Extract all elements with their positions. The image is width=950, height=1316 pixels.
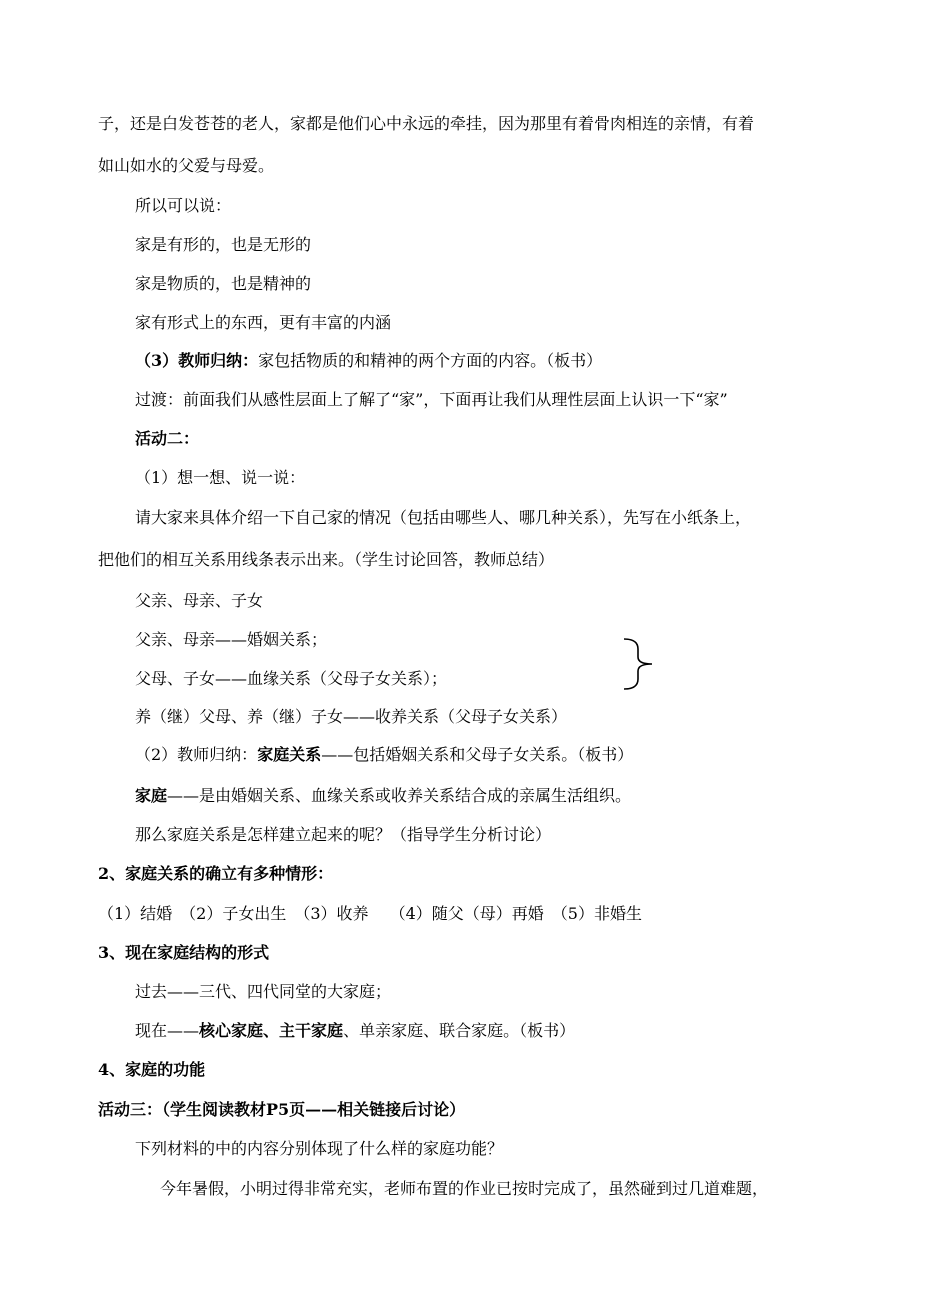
transition-line: 过渡：前面我们从感性层面上了解了“家”，下面再让我们从理性层面上认识一下“家” — [135, 390, 728, 409]
paragraph-line: 今年暑假，小明过得非常充实，老师布置的作业已按时完成了，虽然碰到过几道难题， — [160, 1179, 769, 1198]
term-family-relation: 家庭关系 — [257, 745, 322, 764]
term-stem-family: 主干家庭 — [279, 1021, 344, 1040]
bold-label: （3）教师归纳： — [135, 351, 259, 370]
rest-text: 、单亲家庭、联合家庭。（板书） — [343, 1021, 576, 1040]
paragraph-line: 家是有形的，也是无形的 — [135, 235, 312, 254]
definition-text: ——是由婚姻关系、血缘关系或收养关系结合成的亲属生活组织。 — [167, 786, 632, 805]
paragraph-line: 过去——三代、四代同堂的大家庭； — [135, 982, 392, 1001]
paragraph-line: （1）想一想、说一说： — [135, 468, 306, 487]
paragraph-line: 那么家庭关系是怎样建立起来的呢？（指导学生分析讨论） — [135, 825, 552, 844]
paragraph-line: 子，还是白发苍苍的老人，家都是他们心中永远的牵挂，因为那里有着骨肉相连的亲情，有着 — [98, 114, 755, 133]
prefix-text: 现在—— — [135, 1021, 200, 1040]
definition-family — [135, 784, 631, 808]
right-brace-icon — [618, 637, 658, 691]
paragraph-line: 把他们的相互关系用线条表示出来。（学生讨论回答，教师总结） — [98, 550, 555, 569]
relation-adoption: 养（继）父母、养（继）子女——收养关系（父母子女关系） — [135, 707, 568, 726]
paragraph-line: 家是物质的，也是精神的 — [135, 274, 312, 293]
summary-prefix: （2）教师归纳： — [135, 745, 258, 764]
paragraph-line: 下列材料的中的内容分别体现了什么样的家庭功能？ — [135, 1139, 504, 1158]
paragraph-line: 如山如水的父爱与母爱。 — [98, 156, 275, 175]
relation-marriage: 父亲、母亲——婚姻关系； — [135, 630, 328, 649]
paragraph-line: 所以可以说： — [135, 196, 232, 215]
paragraph-line: 请大家来具体介绍一下自己家的情况（包括由哪些人、哪几种关系），先写在小纸条上， — [135, 508, 752, 527]
section-heading-4: 4、家庭的功能 — [98, 1060, 206, 1079]
activity-two-heading: 活动二： — [135, 429, 200, 448]
paragraph-line: 家有形式上的东西，更有丰富的内涵 — [135, 313, 392, 332]
family-structure-now — [135, 1019, 575, 1043]
relation-blood: 父母、子女——血缘关系（父母子女关系）； — [135, 669, 448, 688]
teacher-summary-2 — [135, 743, 633, 767]
summary-text: 家包括物质的和精神的两个方面的内容。（板书） — [258, 351, 603, 370]
summary-text: ——包括婚姻关系和父母子女关系。（板书） — [321, 745, 634, 764]
activity-three-heading: 活动三：（学生阅读教材P5页——相关链接后讨论） — [98, 1100, 466, 1119]
section-heading-3: 3、现在家庭结构的形式 — [98, 943, 270, 962]
teacher-summary-3 — [135, 349, 602, 373]
paragraph-line: 父亲、母亲、子女 — [135, 591, 264, 610]
section-heading-2: 2、家庭关系的确立有多种情形： — [98, 864, 334, 883]
term-nuclear-family: 核心家庭 — [199, 1021, 264, 1040]
situations-list: （1）结婚 （2）子女出生 （3）收养 （4）随父（母）再婚 （5）非婚生 — [98, 904, 642, 923]
term-family: 家庭 — [135, 786, 168, 805]
separator: 、 — [263, 1021, 280, 1040]
